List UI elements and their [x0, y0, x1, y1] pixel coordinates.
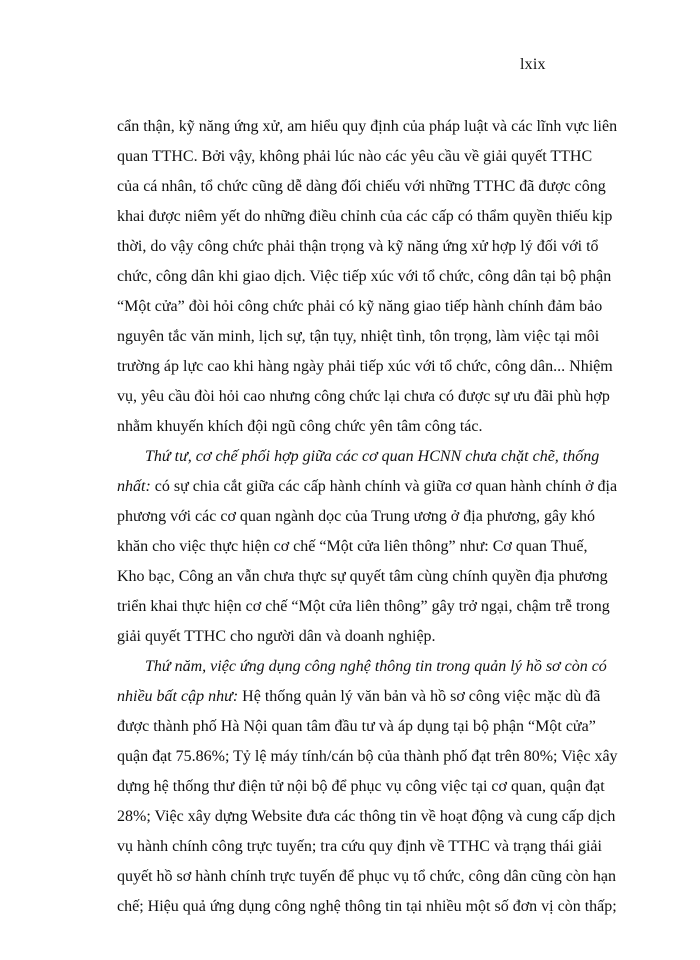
body-text	[117, 112, 630, 922]
text-line: được thành phố Hà Nội quan tâm đầu tư và áp dụng tại bộ phận “Một cửa”	[117, 718, 596, 735]
paragraph-3	[117, 652, 630, 922]
text-line: dựng hệ thống thư điện tử nội bộ để phục vụ công việc tại cơ quan, quận đạt	[117, 778, 605, 795]
text-line: phương với các cơ quan ngành dọc của Trung ương ở địa phương, gây khó	[117, 508, 596, 525]
text-line: thời, do vậy công chức phải thận trọng và kỹ năng ứng xử hợp lý đối với tổ	[117, 238, 599, 255]
italic-lead: nhiều bất cập như:	[117, 688, 239, 705]
text-line: 28%; Việc xây dựng Website đưa các thông tin về hoạt động và cung cấp dịch	[117, 808, 616, 825]
line-text: có sự chia cắt giữa các cấp hành chính và giữa cơ quan hành chính ở địa	[150, 478, 618, 495]
text-line: Kho bạc, Công an vẫn chưa thực sự quyết tâm cùng chính quyền địa phương	[117, 568, 608, 585]
text-line: chức, công dân khi giao dịch. Việc tiếp xúc với tổ chức, công dân tại bộ phận	[117, 268, 612, 285]
text-line: khai được niêm yết do những điều chỉnh của các cấp có thẩm quyền thiếu kịp	[117, 208, 613, 225]
text-line: giải quyết TTHC cho người dân và doanh nghiệp.	[117, 628, 436, 645]
text-line: quận đạt 75.86%; Tỷ lệ máy tính/cán bộ của thành phố đạt trên 80%; Việc xây	[117, 748, 618, 765]
text-line: quyết hồ sơ hành chính trực tuyến để phục vụ tổ chức, công dân cũng còn hạn	[117, 868, 617, 885]
text-line: chế; Hiệu quả ứng dụng công nghệ thông tin tại nhiều một số đơn vị còn thấp;	[117, 898, 617, 915]
text-line: cẩn thận, kỹ năng ứng xử, am hiểu quy định của pháp luật và các lĩnh vực liên	[117, 118, 618, 135]
text-line: vụ, yêu cầu đòi hỏi cao nhưng công chức lại chưa có được sự ưu đãi phù hợp	[117, 388, 610, 405]
text-line: nhằm khuyến khích đội ngũ công chức yên tâm công tác.	[117, 418, 483, 435]
italic-lead: Thứ năm, việc ứng dụng công nghệ thông tin trong quản lý hồ sơ còn có	[145, 658, 607, 675]
line-text: Hệ thống quản lý văn bản và hồ sơ công việc mặc dù đã	[238, 688, 601, 705]
text-line: của cá nhân, tổ chức cũng dễ dàng đối chiếu với những TTHC đã được công	[117, 178, 606, 195]
text-line: triển khai thực hiện cơ chế “Một cửa liên thông” gây trở ngại, chậm trễ trong	[117, 598, 610, 615]
text-line	[117, 652, 630, 682]
paragraph-1	[117, 112, 630, 442]
text-line: khăn cho việc thực hiện cơ chế “Một cửa liên thông” như: Cơ quan Thuế,	[117, 538, 588, 555]
paragraph-2	[117, 442, 630, 652]
text-line: trường áp lực cao khi hàng ngày phải tiếp xúc với tổ chức, công dân... Nhiệm	[117, 358, 613, 375]
text-line: nguyên tắc văn minh, lịch sự, tận tụy, nhiệt tình, tôn trọng, làm việc tại môi	[117, 328, 600, 345]
text-line: “Một cửa” đòi hỏi công chức phải có kỹ năng giao tiếp hành chính đảm bảo	[117, 298, 603, 315]
text-line	[117, 472, 630, 502]
text-line: vụ hành chính công trực tuyến; tra cứu quy định về TTHC và trạng thái giải	[117, 838, 602, 855]
text-line: quan TTHC. Bởi vậy, không phải lúc nào các yêu cầu về giải quyết TTHC	[117, 148, 593, 165]
italic-lead: Thứ tư, cơ chế phối hợp giữa các cơ quan HCNN chưa chặt chẽ, thống	[145, 448, 600, 465]
text-line	[117, 442, 630, 472]
text-line	[117, 682, 630, 712]
italic-lead: nhất:	[117, 478, 151, 495]
page-number: lxix	[520, 56, 546, 73]
